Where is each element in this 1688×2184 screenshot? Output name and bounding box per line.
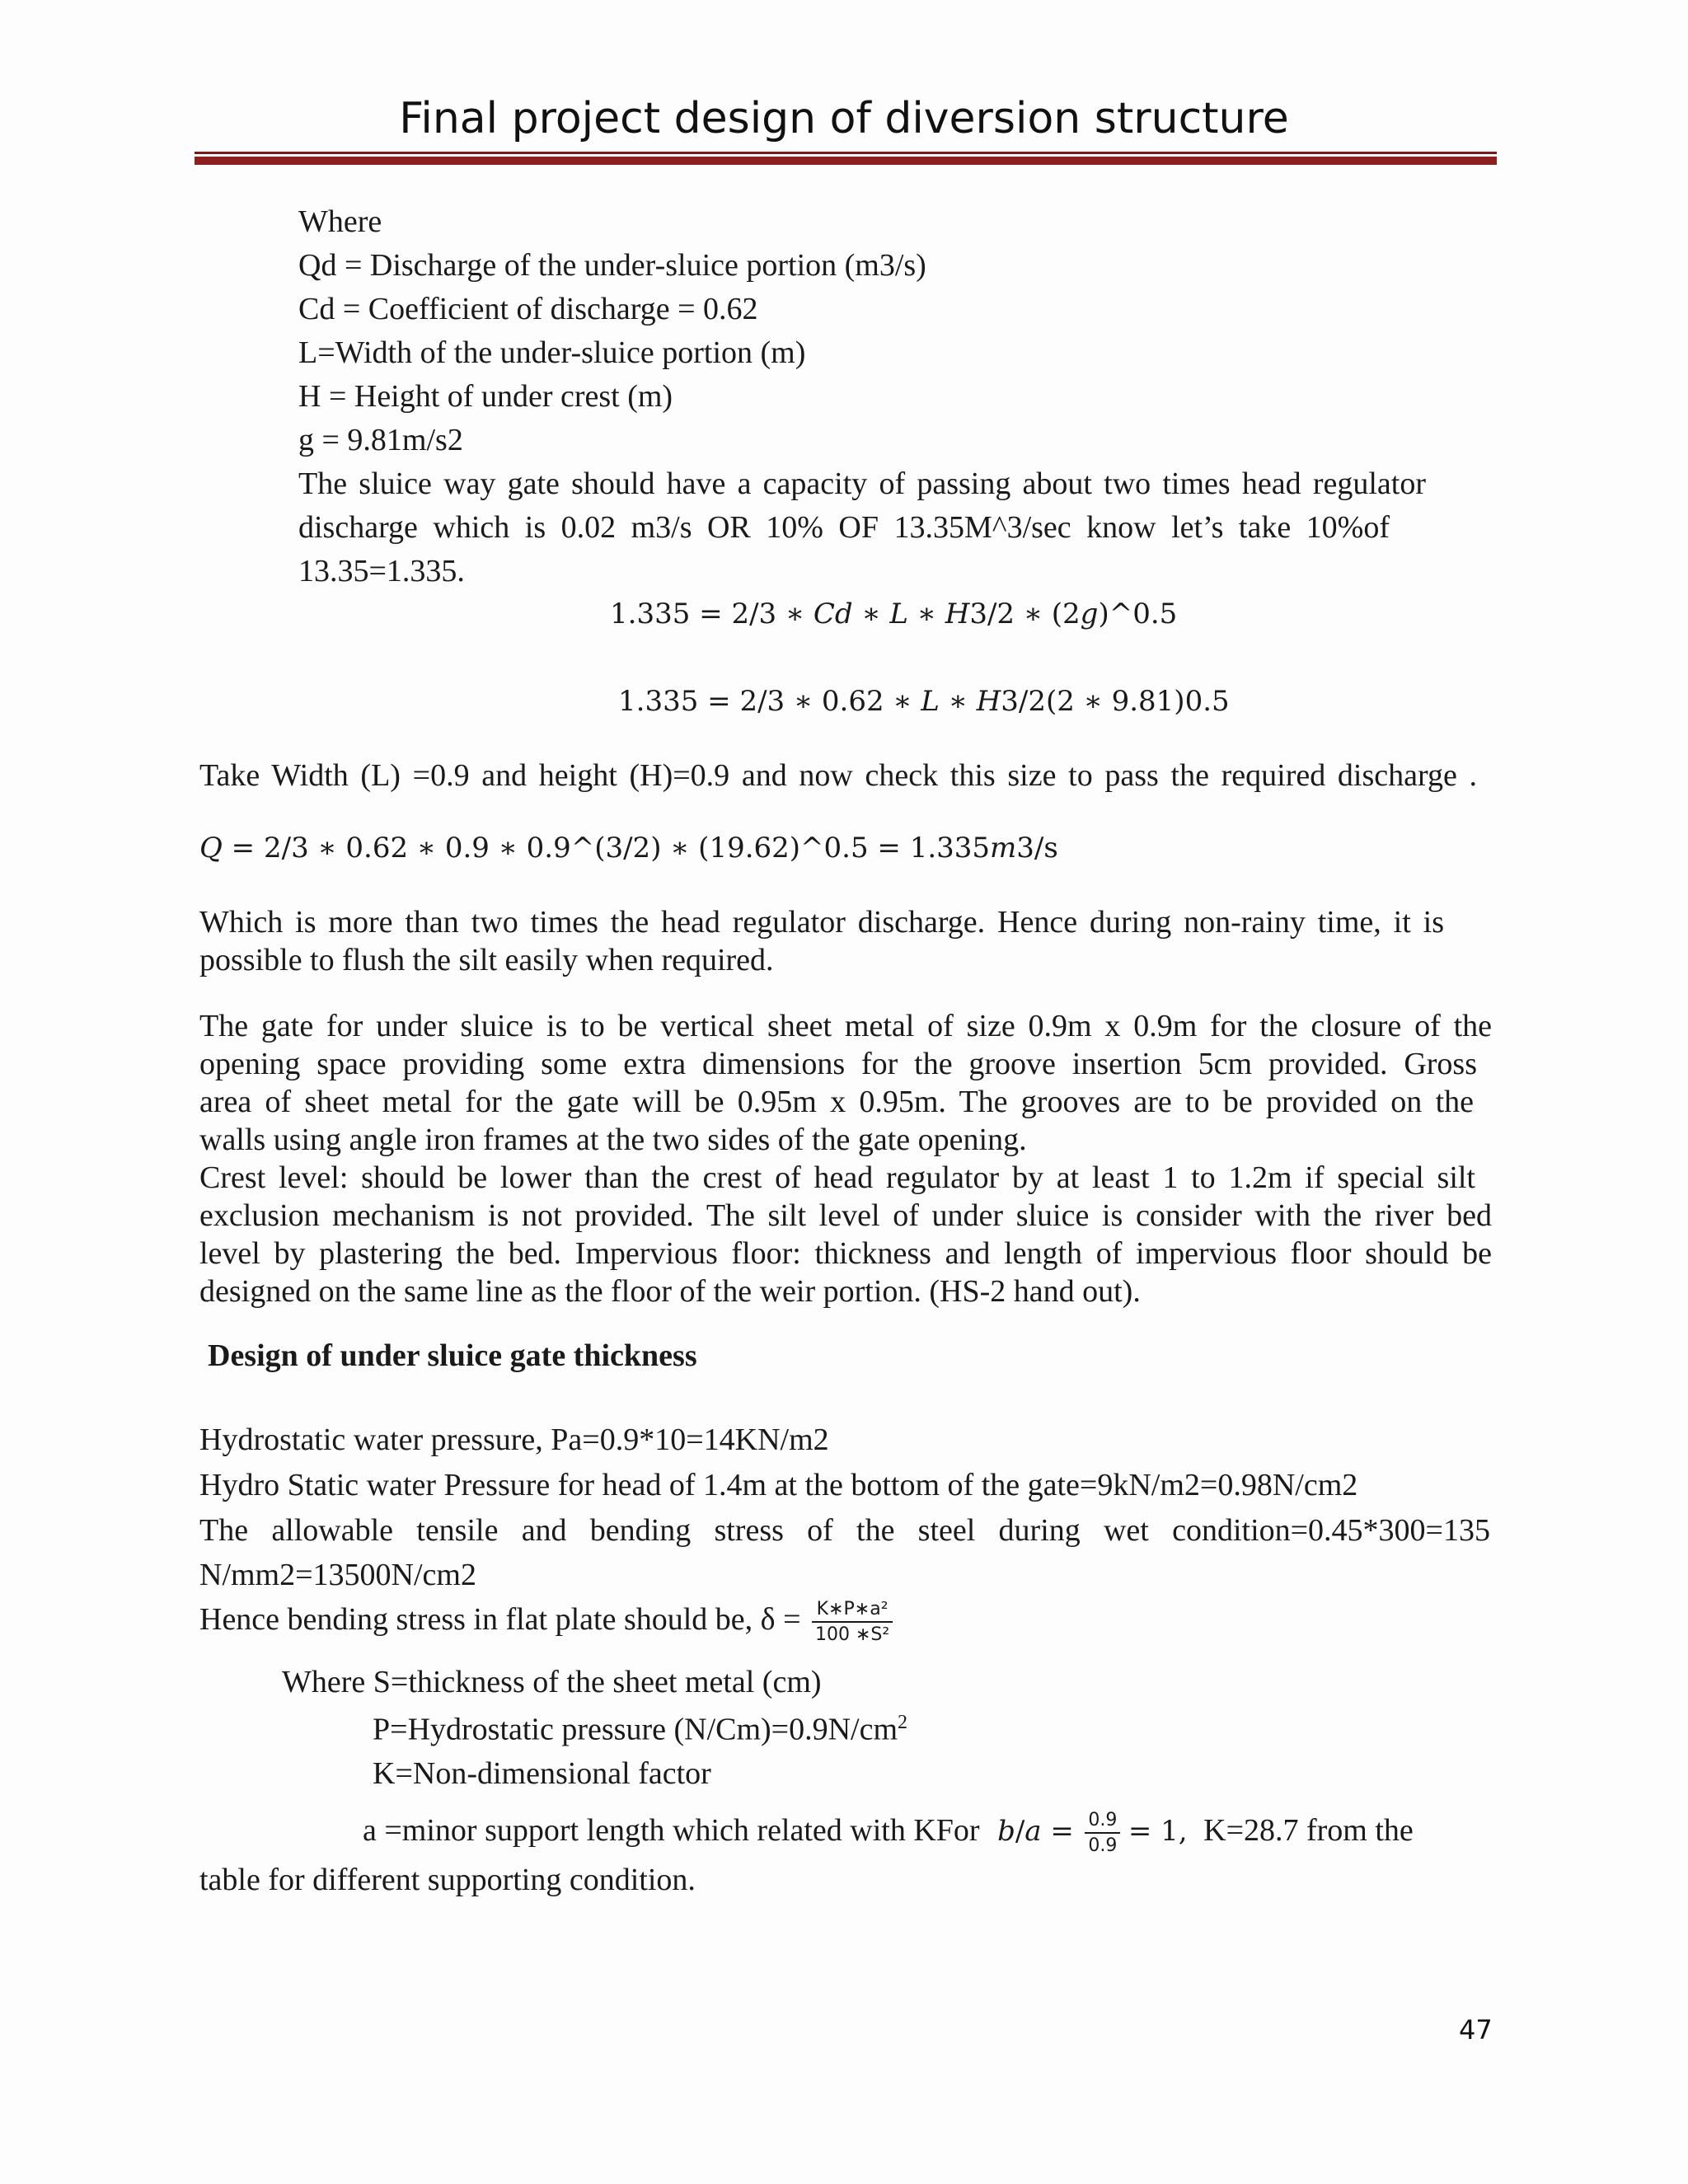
definition-qd: Qd = Discharge of the under-sluice portion (m3/s) [298,248,926,283]
bending-fraction-denominator: 100 ∗S² [815,1624,890,1646]
equation-check-discharge: 𝑄 = 2/3 ∗ 0.62 ∗ 0.9 ∗ 0.9^(3/2) ∗ (19.62)^0.5 = 1.335𝑚3/s [199,832,1058,865]
ratio-numerator: 0.9 [1085,1810,1120,1834]
header-rule-thick [195,157,1497,165]
definition-a-line [363,1810,1414,1857]
bending-stress-line [199,1599,893,1646]
ratio-denominator: 0.9 [1088,1835,1118,1857]
paragraph-3-line-3: level by plastering the bed. Impervious floor: thickness and length of impervious floor should be [199,1236,1492,1271]
page-number: 47 [1459,2014,1493,2046]
paragraph-3-line-4: designed on the same line as the floor of the weir portion. (HS-2 hand out). [199,1274,1141,1309]
equation-discharge-substituted: 1.335 = 2/3 ∗ 0.62 ∗ 𝐿 ∗ 𝐻3/2(2 ∗ 9.81)0.5 [618,685,1230,718]
definition-g: g = 9.81m/s2 [298,423,463,457]
hydrostatic-line-1: Hydrostatic water pressure, Pa=0.9*10=14KN/m2 [199,1422,829,1457]
definition-l: L=Width of the under-sluice portion (m) [298,335,806,370]
table-reference-line: table for different supporting condition. [199,1863,696,1897]
paragraph-2-line-3: area of sheet metal for the gate will be 0.95m x 0.95m. The grooves are to be provided on the [199,1085,1474,1119]
bending-stress-fraction [812,1599,893,1646]
definition-h: H = Height of under crest (m) [298,379,673,414]
ratio-fraction [1085,1810,1120,1857]
definition-s: Where S=thickness of the sheet metal (cm) [282,1665,822,1699]
equation-discharge-general: 1.335 = 2/3 ∗ 𝐶𝑑 ∗ 𝐿 ∗ 𝐻3/2 ∗ (2𝑔)^0.5 [610,598,1178,630]
definition-a-text: a =minor support length which related with KFor [363,1813,980,1849]
paragraph-1-line-1: Which is more than two times the head regulator discharge. Hence during non-rainy time, it is [199,905,1444,940]
capacity-line-3: 13.35=1.335. [298,554,465,588]
paragraph-2-line-2: opening space providing some extra dimensions for the groove insertion 5cm provided. Gross [199,1047,1477,1081]
section-heading: Design of under sluice gate thickness [208,1338,697,1373]
bending-fraction-numerator: K∗P∗a² [812,1599,893,1623]
ratio-expression: 𝑏/𝑎 = [997,1815,1074,1849]
capacity-line-1: The sluice way gate should have a capacity of passing about two times head regulator [298,466,1426,501]
where-label: Where [298,204,382,239]
definition-cd: Cd = Coefficient of discharge = 0.62 [298,292,758,326]
ratio-result: = 1, [1128,1815,1188,1849]
definition-p-text: P=Hydrostatic pressure (N/Cm)=0.9N/cm [373,1712,898,1747]
page-header-title: Final project design of diversion structure [399,94,1289,143]
paragraph-3-line-2: exclusion mechanism is not provided. The silt level of under sluice is consider with the river bed [199,1198,1492,1233]
header-rule-thin [195,152,1497,154]
hydrostatic-line-2: Hydro Static water Pressure for head of 1.4m at the bottom of the gate=9kN/m2=0.98N/cm2 [199,1468,1358,1502]
definition-k: K=Non-dimensional factor [373,1756,711,1791]
paragraph-1-line-2: possible to flush the silt easily when required. [199,943,774,977]
paragraph-2-line-4: walls using angle iron frames at the two sides of the gate opening. [199,1122,1027,1157]
definition-p [373,1713,907,1746]
paragraph-3-line-1: Crest level: should be lower than the crest of head regulator by at least 1 to 1.2m if special silt [199,1160,1475,1195]
paragraph-2-line-1: The gate for under sluice is to be vertical sheet metal of size 0.9m x 0.9m for the closure of the [199,1009,1492,1043]
capacity-line-2: discharge which is 0.02 m3/s OR 10% OF 13.35M^3/sec know let’s take 10%of [298,510,1390,545]
definition-a-tail: K=28.7 from the [1203,1813,1414,1849]
allowable-stress-line-2: N/mm2=13500N/cm2 [199,1558,476,1592]
bending-stress-text: Hence bending stress in flat plate should be, δ = [199,1602,801,1638]
take-width-line: Take Width (L) =0.9 and height (H)=0.9 and now check this size to pass the required discharge . [199,758,1477,793]
allowable-stress-line-1: The allowable tensile and bending stress of the steel during wet condition=0.45*300=135 [199,1513,1490,1548]
definition-p-superscript: 2 [898,1712,908,1733]
